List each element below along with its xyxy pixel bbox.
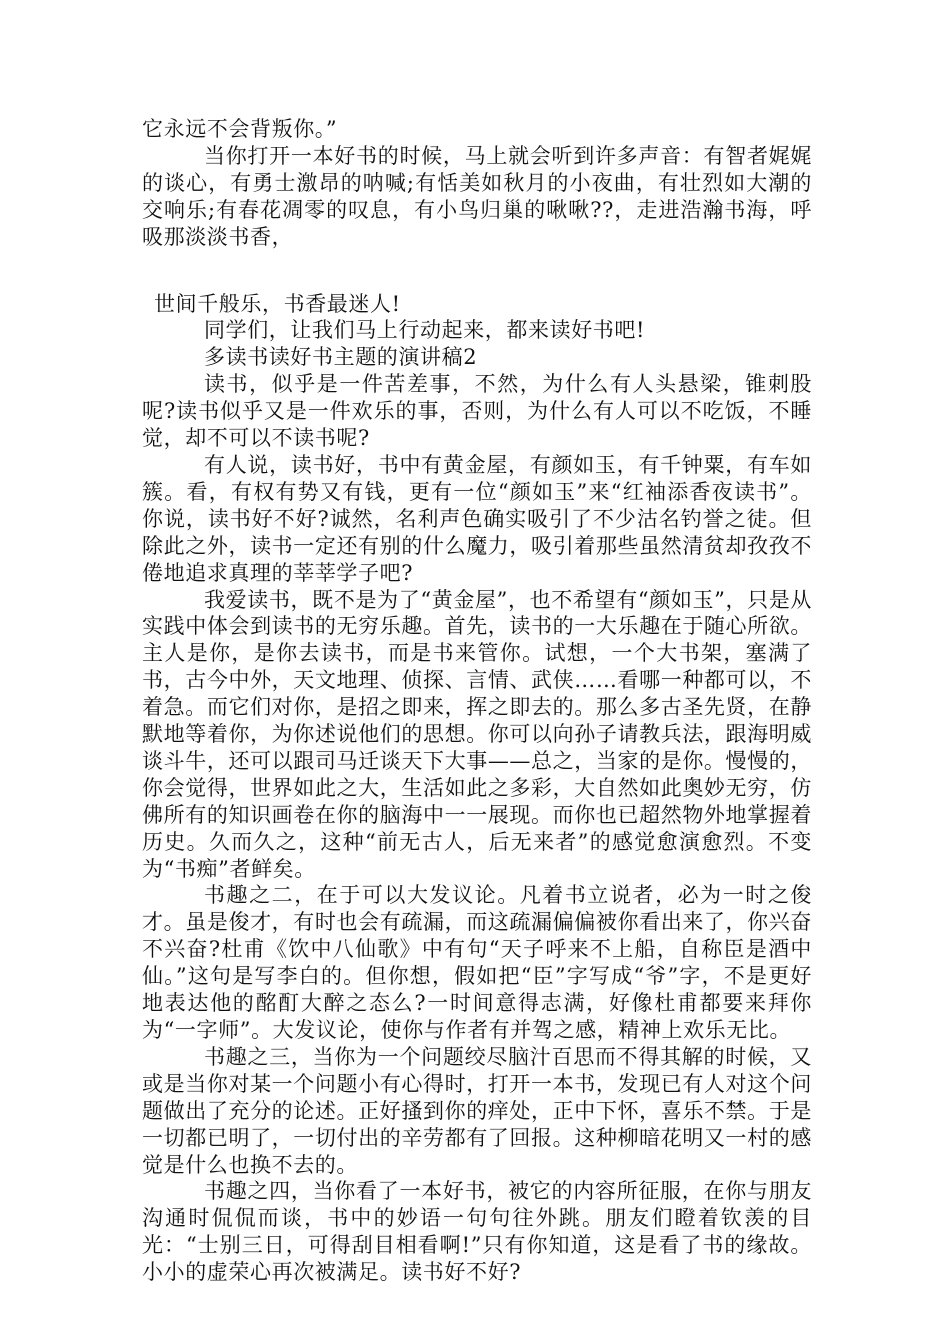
- paragraph-call-to-action: 同学们，让我们马上行动起来，都来读好书吧!: [204, 318, 646, 343]
- paragraph-joy-four: 书趣之四，当你看了一本好书，被它的内容所征服，在你与朋友沟通时侃侃而谈，书中的妙语一句句往外跳。朋友们瞪着钦羡的目光：“士别三日，可得刮目相看啊!”只有你知道，这是看了书的缘故。小小的虚荣心再次被满足。读书好不好?: [142, 1179, 812, 1285]
- document-page: [142, 116, 812, 1286]
- paragraph-continuation: 它永远不会背叛你。”: [142, 117, 338, 141]
- paragraph-slogan: 世间千般乐，书香最迷人!: [154, 291, 401, 316]
- paragraph-joy-one: 我爱读书，既不是为了“黄金屋”，也不希望有“颜如玉”，只是从实践中体会到读书的无穷乐趣。首先，读书的一大乐趣在于随心所欲。主人是你，是你去读书，而是书来管你。试想，一个大书架，塞满了书，古今中外，天文地理、侦探、言情、武侠……看哪一种都可以，不着急。而它们对你，是招之即来，挥之即去的。那么多古圣先贤，在静默地等着你，为你述说他们的思想。你可以向孙子请教兵法，跟海明威谈斗牛，还可以跟司马迁谈天下大事——总之，当家的是你。慢慢的，你会觉得，世界如此之大，生活如此之多彩，大自然如此奥妙无穷，仿佛所有的知识画卷在你的脑海中一一展现。而你也已超然物外地掌握着历史。久而久之，这种“前无古人，后无来者”的感觉愈演愈烈。不变为“书痴”者鲜矣。: [142, 587, 812, 881]
- paragraph-joy-three: 书趣之三，当你为一个问题绞尽脑汁百思而不得其解的时候，又或是当你对某一个问题小有心得时，打开一本书，发现已有人对这个问题做出了充分的论述。正好搔到你的痒处，正中下怀，喜乐不禁。于是一切都已明了，一切付出的辛劳都有了回报。这种柳暗花明又一村的感觉是什么也换不去的。: [142, 1044, 812, 1177]
- paragraph-voices: 当你打开一本好书的时候，马上就会听到许多声音：有智者娓娓的谈心，有勇士激昂的呐喊;有恬美如秋月的小夜曲，有壮烈如大潮的交响乐;有春花凋零的叹息，有小鸟归巢的啾啾??，走进浩瀚书海，呼吸那淡淡书香，: [142, 143, 812, 249]
- section-heading: 多读书读好书主题的演讲稿2: [204, 345, 478, 370]
- blank-gap: [142, 251, 812, 291]
- paragraph-joy-two: 书趣之二，在于可以大发议论。凡着书立说者，必为一时之俊才。虽是俊才，有时也会有疏漏，而这疏漏偏偏被你看出来了，你兴奋不兴奋?杜甫《饮中八仙歌》中有句“天子呼来不上船，自称臣是酒中仙。”这句是写李白的。但你想，假如把“臣”字写成“爷”字，不是更好地表达他的酩酊大醉之态么?一时间意得志满，好像杜甫都要来拜你为“一字师”。大发议论，使你与作者有并驾之感，精神上欢乐无比。: [142, 883, 812, 1042]
- paragraph-golden-house: 有人说，读书好，书中有黄金屋，有颜如玉，有千钟粟，有车如簇。看，有权有势又有钱，更有一位“颜如玉”来“红袖添香夜读书”。你说，读书好不好?诚然，名利声色确实吸引了不少沽名钓誉之徒。但除此之外，读书一定还有别的什么魔力，吸引着那些虽然清贫却孜孜不倦地追求真理的莘莘学子吧?: [142, 452, 812, 585]
- paragraph-intro: 读书，似乎是一件苦差事，不然，为什么有人头悬梁，锥刺股呢?读书似乎又是一件欢乐的事，否则，为什么有人可以不吃饭，不睡觉，却不可以不读书呢?: [142, 372, 812, 451]
